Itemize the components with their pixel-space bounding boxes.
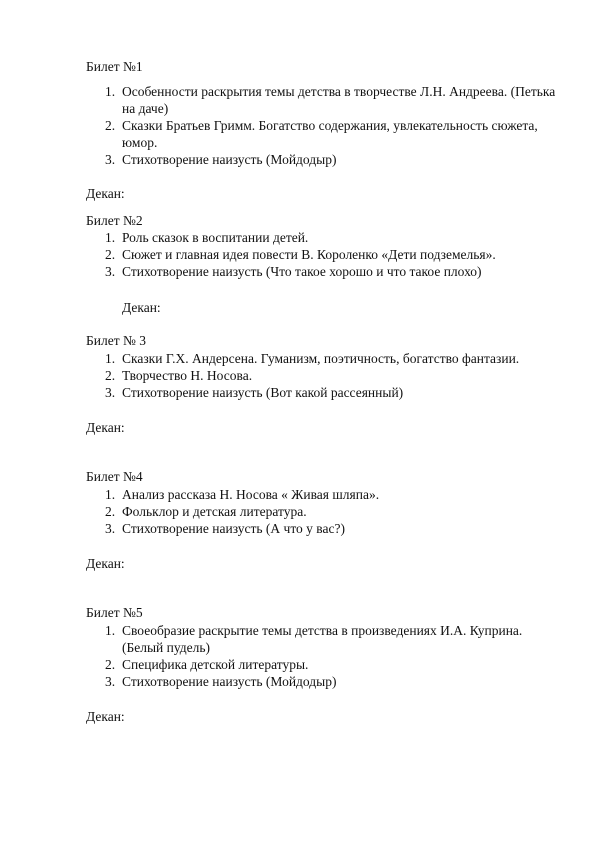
question-text: Сказки Г.Х. Андерсена. Гуманизм, поэтичность, богатство фантазии. [122, 351, 520, 366]
question-list [86, 486, 556, 537]
question-item [86, 151, 556, 168]
ticket-1 [86, 58, 556, 202]
dean-signature-label: Декан: [86, 420, 125, 435]
question-item [86, 367, 556, 384]
ticket-5 [86, 604, 556, 725]
question-list [86, 83, 556, 168]
question-text: Сказки Братьев Гримм. Богатство содержания, увлекательность сюжета, юмор. [122, 118, 538, 150]
ticket-title: Билет № 3 [86, 333, 146, 348]
dean-signature-label: Декан: [86, 709, 125, 724]
question-text: Стихотворение наизусть (Мойдодыр) [122, 674, 337, 689]
question-number: 1. [105, 230, 116, 245]
ticket-3 [86, 332, 556, 436]
question-number: 2. [105, 118, 116, 133]
ticket-title: Билет №1 [86, 59, 143, 74]
question-item [86, 117, 556, 151]
question-item [86, 520, 556, 537]
question-text: Творчество Н. Носова. [122, 368, 253, 383]
question-item [86, 673, 556, 690]
question-number: 3. [105, 674, 116, 689]
question-text: Специфика детской литературы. [122, 657, 309, 672]
ticket-4 [86, 468, 556, 572]
question-list [86, 229, 556, 280]
question-number: 3. [105, 264, 116, 279]
question-number: 3. [105, 385, 116, 400]
ticket-title: Билет №4 [86, 469, 143, 484]
question-text: Стихотворение наизусть (А что у вас?) [122, 521, 345, 536]
question-item [86, 503, 556, 520]
question-item [86, 622, 556, 656]
question-number: 3. [105, 521, 116, 536]
question-list [86, 622, 556, 690]
question-item [86, 486, 556, 503]
question-text: Стихотворение наизусть (Вот какой рассеянный) [122, 385, 404, 400]
question-item [86, 384, 556, 401]
question-number: 2. [105, 247, 116, 262]
question-text: Фольклор и детская литература. [122, 504, 307, 519]
question-number: 1. [105, 84, 116, 99]
question-list [86, 350, 556, 401]
ticket-title: Билет №5 [86, 605, 143, 620]
question-text: Сюжет и главная идея повести В. Короленко «Дети подземелья». [122, 247, 496, 262]
question-text: Стихотворение наизусть (Что такое хорошо и что такое плохо) [122, 264, 482, 279]
question-number: 3. [105, 152, 116, 167]
dean-signature-label: Декан: [86, 186, 125, 201]
question-text: Особенности раскрытия темы детства в творчестве Л.Н. Андреева. (Петька на даче) [122, 84, 556, 116]
question-text: Стихотворение наизусть (Мойдодыр) [122, 152, 337, 167]
dean-signature-label: Декан: [122, 300, 161, 315]
question-number: 1. [105, 487, 116, 502]
question-number: 2. [105, 657, 116, 672]
question-item [86, 350, 556, 367]
question-number: 1. [105, 351, 116, 366]
question-item [86, 83, 556, 117]
question-item [86, 263, 556, 280]
question-text: Роль сказок в воспитании детей. [122, 230, 309, 245]
question-item [86, 246, 556, 263]
question-item [86, 656, 556, 673]
question-item [86, 229, 556, 246]
question-number: 1. [105, 623, 116, 638]
question-number: 2. [105, 504, 116, 519]
ticket-title: Билет №2 [86, 213, 143, 228]
question-text: Анализ рассказа Н. Носова « Живая шляпа». [122, 487, 380, 502]
question-text: Своеобразие раскрытие темы детства в произведениях И.А. Куприна. (Белый пудель) [122, 623, 523, 655]
dean-signature-label: Декан: [86, 556, 125, 571]
question-number: 2. [105, 368, 116, 383]
ticket-2 [86, 212, 556, 316]
